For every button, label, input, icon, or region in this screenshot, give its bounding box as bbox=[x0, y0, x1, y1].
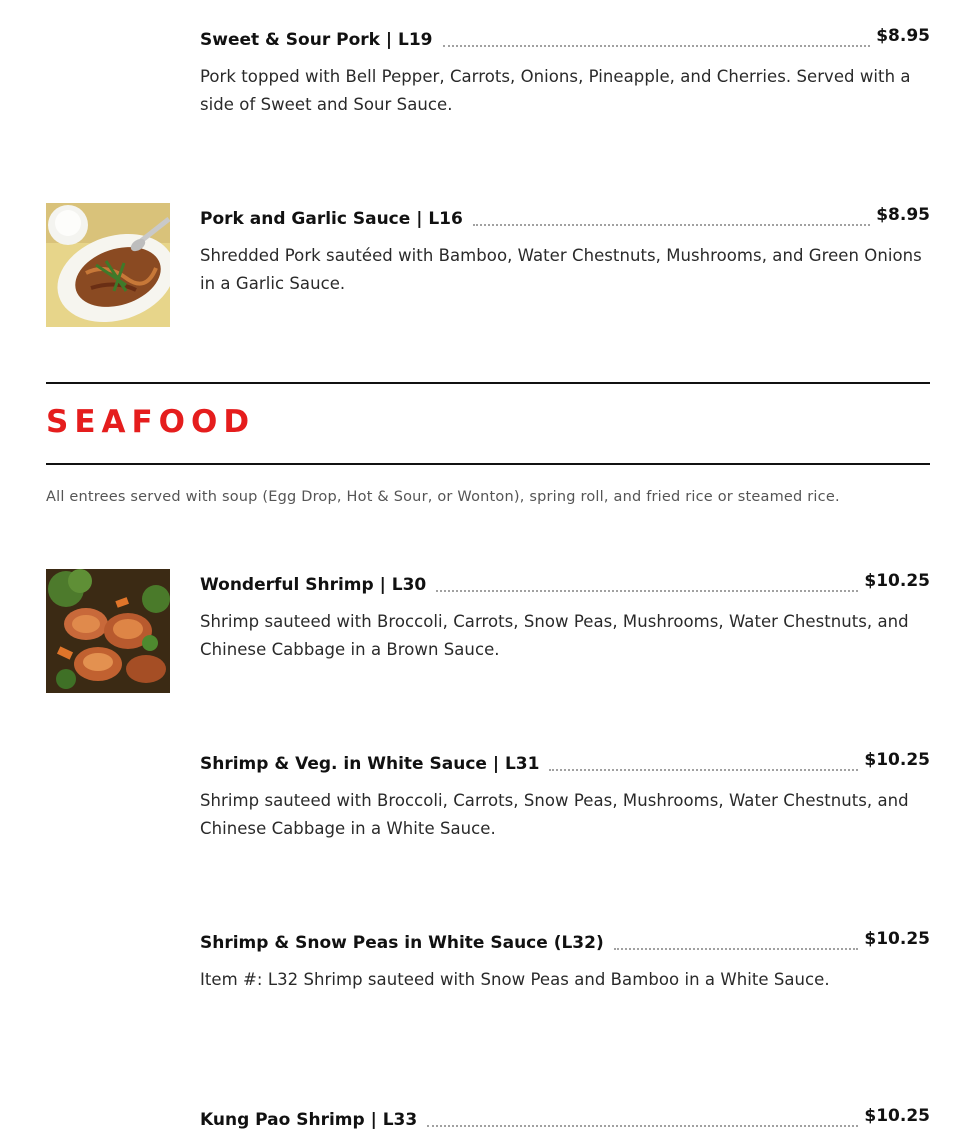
menu-item-price: $10.25 bbox=[864, 571, 930, 591]
menu-item-description: Shrimp sauteed with Broccoli, Carrots, Snow Peas, Mushrooms, Water Chestnuts, and Chinese Cabbage in a White Sauce. bbox=[200, 791, 909, 838]
menu-item-title[interactable]: Wonderful Shrimp | L30 bbox=[200, 575, 427, 595]
menu-item-title[interactable]: Kung Pao Shrimp | L33 bbox=[200, 1110, 418, 1130]
menu-item-price: $10.25 bbox=[864, 750, 930, 770]
menu-item-price: $10.25 bbox=[864, 1106, 930, 1126]
menu-item-header bbox=[200, 1104, 930, 1130]
menu-item-description: Pork topped with Bell Pepper, Carrots, Onions, Pineapple, and Cherries. Served with a side of Sweet and Sour Sauce. bbox=[200, 67, 911, 114]
menu-item-title[interactable]: Sweet & Sour Pork | L19 bbox=[200, 30, 433, 50]
dotted-leader bbox=[427, 1124, 858, 1127]
menu-item-title[interactable]: Shrimp & Snow Peas in White Sauce (L32) bbox=[200, 933, 604, 953]
section-heading-seafood: SEAFOOD bbox=[46, 404, 256, 440]
menu-item-price: $8.95 bbox=[876, 205, 930, 225]
menu-item-description: Shredded Pork sautéed with Bamboo, Water Chestnuts, Mushrooms, and Green Onions in a Garlic Sauce. bbox=[200, 246, 922, 293]
menu-item-title[interactable]: Pork and Garlic Sauce | L16 bbox=[200, 209, 463, 229]
menu-item-price: $8.95 bbox=[876, 26, 930, 46]
menu-item-title[interactable]: Shrimp & Veg. in White Sauce | L31 bbox=[200, 754, 540, 774]
menu-item-price: $10.25 bbox=[864, 929, 930, 949]
section-note: All entrees served with soup (Egg Drop, Hot & Sour, or Wonton), spring roll, and fried rice or steamed rice. bbox=[46, 489, 840, 505]
menu-item-description: Item #: L32 Shrimp sauteed with Snow Peas and Bamboo in a White Sauce. bbox=[200, 970, 830, 989]
menu-item-description: Shrimp sauteed with Broccoli, Carrots, Snow Peas, Mushrooms, Water Chestnuts, and Chinese Cabbage in a Brown Sauce. bbox=[200, 612, 909, 659]
